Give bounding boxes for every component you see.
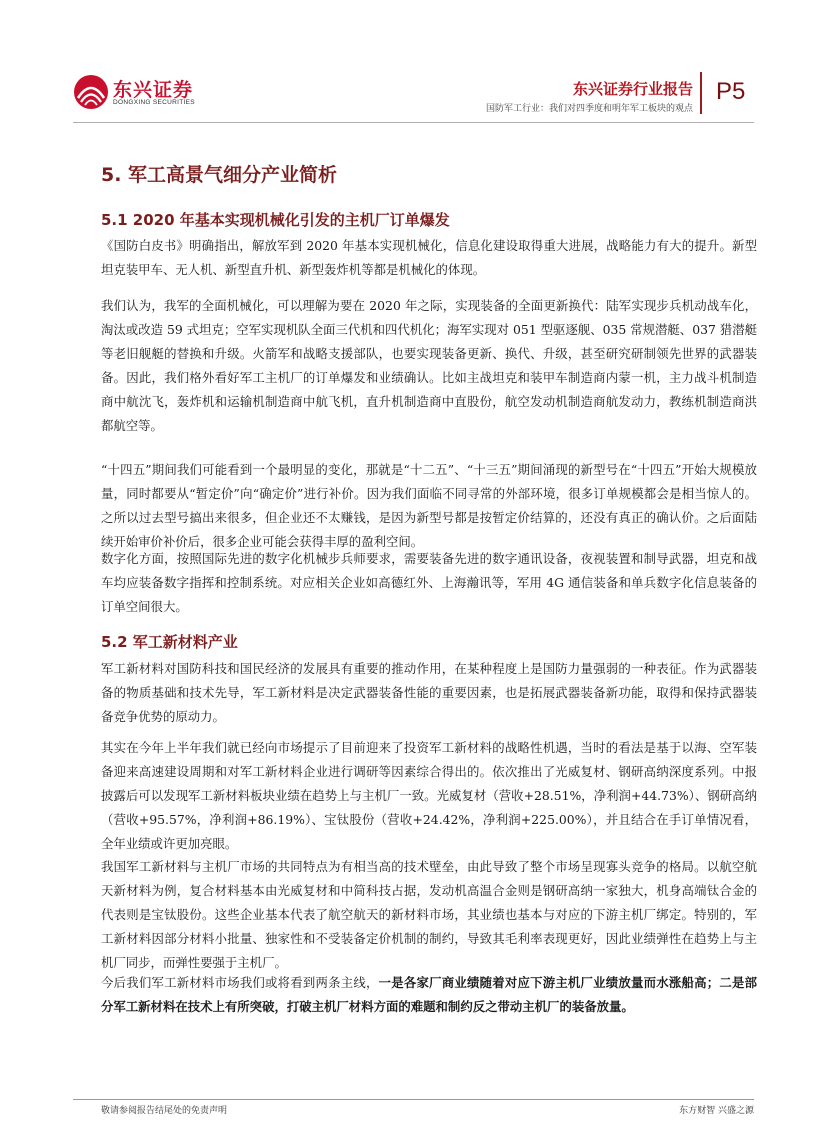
paragraph: 我们认为，我军的全面机械化，可以理解为要在 2020 年之际，实现装备的全面更新换代：陆军实现步兵机动战车化，淘汰或改造 59 式坦克；空军实现机队全面三代机和四代机化；海军实现对 051 型驱逐舰、035 常规潜艇、037 猎潜艇等老旧舰艇的替换和升级。火箭军和战略支援部队，也要实现装备更新、换代、升级，甚至研究研制领先世界的武器装备。因此，我们格外看好军工主机厂的订单爆发和业绩确认。比如主战坦克和装甲车制造商内蒙一机，主力战斗机制造商中航沈飞，轰炸机和运输机制造商中航飞机，直升机制造商中直股份，航空发动机制造商航发动力，教练机制造商洪都航空等。 [101, 298, 757, 433]
paragraph: 军工新材料对国防科技和国民经济的发展具有重要的推动作用，在某种程度上是国防力量强弱的一种表征。作为武器装备的物质基础和技术先导，军工新材料是决定武器装备性能的重要因素，也是拓展武器装备新功能，取得和保持武器装备竞争优势的原动力。 [101, 661, 757, 724]
paragraph: 我国军工新材料与主机厂市场的共同特点为有相当高的技术壁垒，由此导致了整个市场呈现寡头竞争的格局。以航空航天新材料为例，复合材料基本由光威复材和中简科技占据，发动机高温合金则是钢研高纳一家独大，机身高端钛合金的代表则是宝钛股份。这些企业基本代表了航空航天的新材料市场，其业绩也基本与对应的下游主机厂绑定。特别的，军工新材料因部分材料小批量、独家性和不受装备定价机制的制约，导致其毛利率表现更好，因此业绩弹性在趋势上与主机厂同步，而弹性要强于主机厂。 [101, 859, 757, 970]
section-title: 5. 军工高景气细分产业简析 [101, 164, 338, 186]
paragraph-conclusion [101, 971, 757, 1019]
header-divider [700, 72, 702, 114]
company-logo [73, 74, 203, 114]
logo-text-en: DONGXING SECURITIES [113, 99, 195, 106]
paragraph: “十四五”期间我们可能看到一个最明显的变化，那就是“十二五”、“十三五”期间涌现的新型号在“十四五”开始大规模放量，同时都要从“暂定价”向“确定价”进行补价。因为我们面临不同寻常的外部环境，很多订单规模都会是相当惊人的。之所以过去型号搞出来很多，但企业还不太赚钱，是因为新型号都是按暂定价结算的，还没有真正的确认价。之后面陆续开始审价补价后，很多企业可能会获得丰厚的盈利空间。 [101, 462, 757, 549]
logo-text-cn: 东兴证券 [113, 79, 194, 101]
header-rule [73, 122, 754, 123]
subsection-title-5-1: 5.1 2020 年基本实现机械化引发的主机厂订单爆发 [101, 211, 450, 229]
footer-rule [73, 1099, 754, 1100]
conclusion-bold-text: 一是各家厂商业绩随着对应下游主机厂业绩放量而水涨船高；二是部分军工新材料在技术上有所突破，打破主机厂材料方面的难题和制约反之带动主机厂的装备放量。 [101, 975, 758, 1014]
page-number: P5 [716, 78, 746, 105]
report-subtitle: 国防军工行业：我们对四季度和明年军工板块的观点 [485, 104, 693, 114]
paragraph: 《国防白皮书》明确指出，解放军到 2020 年基本实现机械化，信息化建设取得重大进展，战略能力有大的提升。新型坦克装甲车、无人机、新型直升机、新型轰炸机等都是机械化的体现。 [101, 238, 757, 277]
footer-disclaimer: 敬请参阅报告结尾处的免责声明 [101, 1106, 228, 1116]
subsection-title-5-2: 5.2 军工新材料产业 [101, 633, 238, 651]
logo-emblem-icon [73, 74, 109, 110]
page-header [0, 0, 827, 125]
paragraph: 数字化方面，按照国际先进的数字化机械步兵师要求，需要装备先进的数字通讯设备，夜视装置和制导武器，坦克和战车均应装备数字指挥和控制系统。对应相关企业如高德红外、上海瀚讯等，军用 4G 通信装备和单兵数字化信息装备的订单空间很大。 [101, 551, 757, 614]
report-title: 东兴证券行业报告 [572, 80, 693, 98]
footer-slogan: 东方财智 兴盛之源 [679, 1106, 754, 1116]
conclusion-plain-text: 今后我们军工新材料市场我们或将看到两条主线， [101, 975, 379, 990]
paragraph: 其实在今年上半年我们就已经向市场提示了目前迎来了投资军工新材料的战略性机遇，当时的看法是基于以海、空军装备迎来高速建设周期和对军工新材料企业进行调研等因素综合得出的。依次推出了光威复材、钢研高纳深度系列。中报披露后可以发现军工新材料板块业绩在趋势上与主机厂一致。光威复材（营收+28.51%，净利润+44.73%）、钢研高纳（营收+95.57%，净利润+86.19%）、宝钛股份（营收+24.42%，净利润+225.00%），并且结合在手订单情况看，全年业绩或许更加亮眼。 [101, 740, 757, 851]
